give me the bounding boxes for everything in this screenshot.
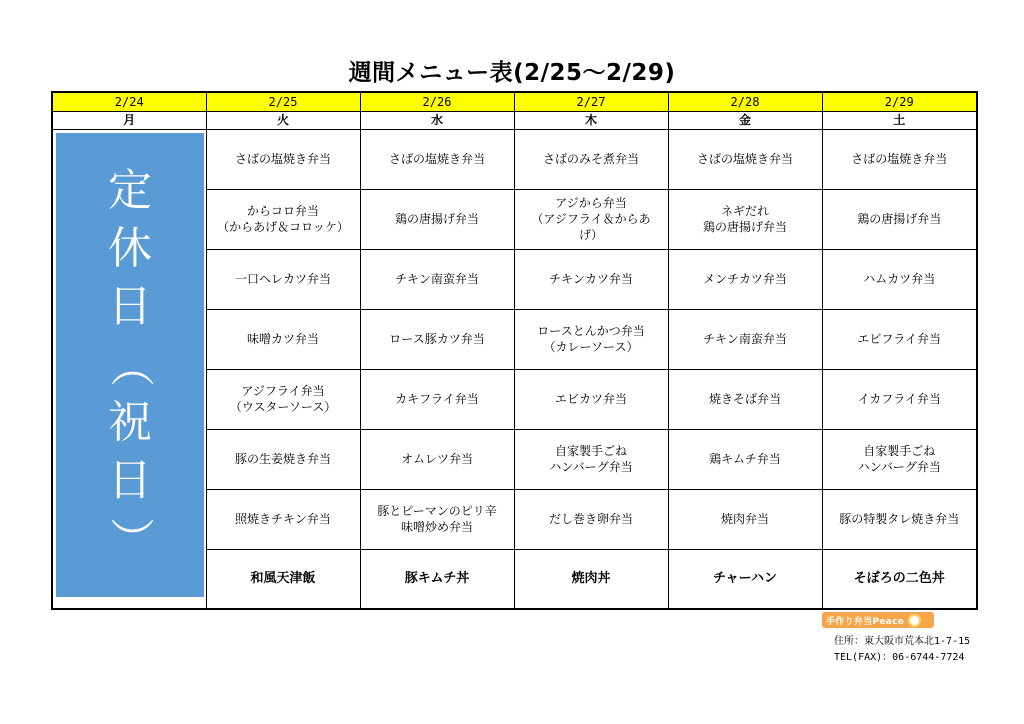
holiday-char: （: [105, 343, 156, 388]
dish-cell: [668, 129, 822, 189]
dish-name-line: チキン南蛮弁当: [395, 272, 479, 286]
rice-bowl-name: 豚キムチ丼: [404, 570, 470, 586]
dish-name-line: ハンバーグ弁当: [549, 460, 633, 474]
shop-contact: [834, 634, 1014, 666]
dish-cell: [822, 309, 977, 369]
dish-name-line: ハンバーグ弁当: [857, 460, 941, 474]
dish-name-line: エビフライ弁当: [857, 332, 942, 346]
shop-address: 住所：東大阪市荒本北1-7-15: [834, 636, 971, 647]
dish-cell: [206, 489, 360, 549]
dish-cell: [514, 489, 668, 549]
dish-name-line: さばのみそ煮弁当: [542, 152, 639, 166]
weekday-cell: 土: [822, 111, 977, 129]
dish-name-line: さばの塩焼き弁当: [696, 152, 793, 166]
dish-cell: [822, 489, 977, 549]
date-cell: 2/24: [52, 92, 206, 111]
shop-phone: TEL(FAX)：06-6744-7724: [834, 652, 965, 663]
dish-name-line: 焼肉弁当: [720, 512, 769, 526]
holiday-char: 日: [108, 455, 152, 507]
dish-name-line: アジフライ弁当: [241, 384, 325, 398]
dish-cell: [206, 129, 360, 189]
weekday-cell: 木: [514, 111, 668, 129]
dish-cell: [668, 369, 822, 429]
dish-cell: [206, 189, 360, 249]
dish-cell: [822, 129, 977, 189]
dish-name-line: ロースとんかつ弁当: [537, 324, 645, 338]
dish-name-line: 一口ヘレカツ弁当: [234, 272, 331, 286]
dish-name-line: （からあげ＆コロッケ）: [217, 220, 349, 234]
rice-bowl-name: 焼肉丼: [571, 570, 611, 586]
dish-name-line: 鶏の唐揚げ弁当: [702, 220, 787, 234]
dish-cell: [360, 129, 514, 189]
dish-cell: [514, 249, 668, 309]
date-cell: 2/29: [822, 92, 977, 111]
dish-name-line: 味噌カツ弁当: [246, 332, 319, 346]
dish-name-line: さばの塩焼き弁当: [388, 152, 485, 166]
dish-name-line: オムレツ弁当: [400, 452, 473, 466]
bento-row: [52, 129, 977, 189]
dish-cell: [360, 189, 514, 249]
rice-bowl-name: チャーハン: [713, 570, 777, 586]
dish-cell: [206, 249, 360, 309]
dish-cell: [360, 489, 514, 549]
rice-bowl-cell: [668, 549, 822, 609]
weekday-cell: 金: [668, 111, 822, 129]
dish-name-line: 自家製手ごね: [554, 444, 627, 458]
dish-cell: [514, 129, 668, 189]
dish-cell: [360, 249, 514, 309]
dish-cell: [668, 189, 822, 249]
dish-cell: [822, 189, 977, 249]
dish-cell: [206, 369, 360, 429]
dish-name-line: ロース豚カツ弁当: [389, 332, 485, 346]
dish-name-line: 焼きそば弁当: [708, 392, 781, 406]
dish-name-line: （アジフライ＆からあ: [531, 212, 651, 226]
rice-bowl-name: そぼろの二色丼: [853, 570, 945, 586]
date-cell: 2/27: [514, 92, 668, 111]
dish-name-line: 豚とピーマンのピリ辛: [377, 504, 497, 518]
holiday-char: ）: [105, 517, 156, 562]
dish-name-line: 照焼きチキン弁当: [235, 512, 331, 526]
weekday-cell: 火: [206, 111, 360, 129]
dish-cell: [668, 429, 822, 489]
dish-name-line: 鶏の唐揚げ弁当: [857, 212, 942, 226]
closed-holiday-banner: [56, 133, 204, 597]
dish-cell: [668, 249, 822, 309]
weekday-cell: 水: [360, 111, 514, 129]
dish-name-line: エビカツ弁当: [554, 392, 627, 406]
dish-name-line: カキフライ弁当: [395, 392, 479, 406]
rice-bowl-cell: [514, 549, 668, 609]
holiday-char: 休: [108, 223, 152, 275]
dish-name-line: 鶏の唐揚げ弁当: [394, 212, 479, 226]
weekday-row: [52, 111, 977, 129]
dish-name-line: チキンカツ弁当: [549, 272, 633, 286]
dish-cell: [668, 489, 822, 549]
dish-name-line: 自家製手ごね: [863, 444, 936, 458]
date-cell: 2/26: [360, 92, 514, 111]
dish-name-line: ハムカツ弁当: [863, 272, 936, 286]
weekday-cell: 月: [52, 111, 206, 129]
logo-smile-icon: [908, 614, 921, 627]
holiday-cell: [52, 129, 206, 609]
dish-cell: [668, 309, 822, 369]
dish-name-line: からコロ弁当: [246, 204, 319, 218]
weekly-menu-table: [51, 91, 978, 610]
date-row: [52, 92, 977, 111]
logo-text: 手作り弁当Peace: [826, 616, 905, 627]
dish-cell: [822, 249, 977, 309]
rice-bowl-name: 和風天津飯: [250, 570, 316, 586]
dish-cell: [822, 429, 977, 489]
dish-name-line: 鶏キムチ弁当: [709, 452, 781, 466]
holiday-char: 定: [108, 165, 152, 217]
dish-cell: [360, 309, 514, 369]
rice-bowl-cell: [822, 549, 977, 609]
rice-bowl-cell: [360, 549, 514, 609]
dish-cell: [514, 189, 668, 249]
dish-cell: [360, 369, 514, 429]
dish-name-line: だし巻き卵弁当: [548, 512, 633, 526]
dish-cell: [514, 429, 668, 489]
date-cell: 2/25: [206, 92, 360, 111]
page-title: 週間メニュー表(2/25～2/29): [348, 60, 676, 86]
dish-name-line: 味噌炒め弁当: [400, 520, 473, 534]
dish-cell: [206, 429, 360, 489]
dish-name-line: さばの塩焼き弁当: [234, 152, 331, 166]
rice-bowl-cell: [206, 549, 360, 609]
dish-name-line: 豚の特製タレ焼き弁当: [839, 512, 960, 526]
holiday-char: 祝: [108, 397, 152, 449]
dish-name-line: げ）: [578, 228, 603, 242]
holiday-char: 日: [108, 281, 152, 333]
dish-cell: [514, 309, 668, 369]
dish-name-line: チキン南蛮弁当: [703, 332, 787, 346]
dish-cell: [822, 369, 977, 429]
dish-name-line: （カレーソース）: [543, 340, 639, 354]
dish-name-line: さばの塩焼き弁当: [851, 152, 948, 166]
date-cell: 2/28: [668, 92, 822, 111]
shop-logo: [822, 612, 934, 628]
dish-cell: [514, 369, 668, 429]
dish-name-line: ネギだれ: [720, 204, 769, 218]
dish-name-line: アジから弁当: [555, 196, 627, 210]
dish-name-line: メンチカツ弁当: [703, 272, 787, 286]
dish-name-line: イカフライ弁当: [857, 392, 941, 406]
dish-cell: [360, 429, 514, 489]
dish-cell: [206, 309, 360, 369]
dish-name-line: （ウスターソース）: [229, 400, 337, 414]
dish-name-line: 豚の生姜焼き弁当: [234, 452, 331, 466]
